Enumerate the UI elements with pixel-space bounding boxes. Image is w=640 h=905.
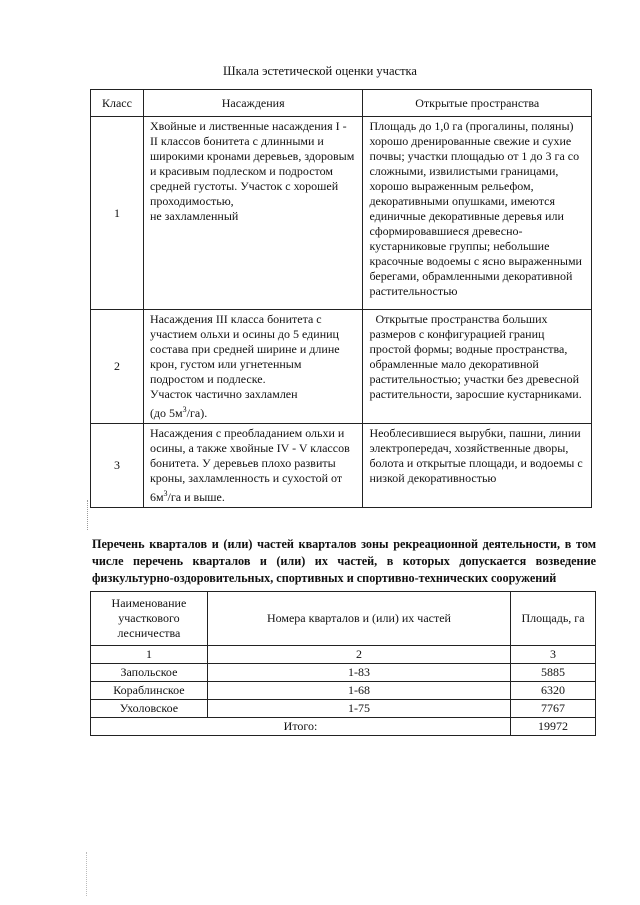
scan-margin-dots [86, 852, 88, 896]
superscript: 3 [182, 405, 187, 414]
scan-margin-dots [87, 500, 89, 530]
forestry-name: Ухоловское [91, 700, 208, 718]
open-spaces-cell: Необлесившиеся вырубки, пашни, линии электропередач, хозяйственные дворы, болота и открытые площади, и водоемы с низкой декоративностью [363, 424, 592, 508]
column-number: 3 [511, 646, 596, 664]
header-plantings: Насаждения [143, 90, 363, 117]
table-row [91, 682, 596, 700]
quarter-numbers: 1-75 [207, 700, 510, 718]
plantings-text: Насаждения III класса бонитета с участием ольхи и осины до 5 единиц состава при средней ширине и длине крон, густом или угнетенным подростом и подлеске. Участок частично захламлен (до 5м [149, 312, 340, 420]
scale-title: Шкала эстетической оценки участка [223, 64, 417, 78]
total-label: Итого: [91, 718, 511, 736]
class-cell: 3 [91, 424, 144, 508]
recreation-quarters-table [90, 591, 596, 736]
forestry-name: Запольское [91, 664, 208, 682]
area-value: 6320 [511, 682, 596, 700]
table-row [91, 664, 596, 682]
open-spaces-cell: Открытые пространства больших размеров с конфигурацией границ простой формы; водные пространства, обрамленные мало декоративной растительностью; участки без древесной растительности, заросшие кустарниками. [363, 310, 592, 424]
class-cell: 2 [91, 310, 144, 424]
numbering-row [91, 646, 596, 664]
column-number: 2 [207, 646, 510, 664]
plantings-text-tail: /га и выше. [167, 490, 225, 504]
plantings-cell: Хвойные и лиственные насаждения I - II классов бонитета с длинными и широкими кронами деревьев, здоровым и красивым подлеском и подростом средней густоты. Участок с хорошей проходимостью, не захламленный [143, 117, 363, 310]
quarter-numbers: 1-83 [207, 664, 510, 682]
header-open-spaces: Открытые пространства [363, 90, 592, 117]
plantings-text: Насаждения с преобладанием ольхи и осины, а также хвойные IV - V классов бонитета. У деревьев плохо развиты кроны, захламленность и сухостой от 6м [149, 426, 350, 504]
table-row [91, 424, 592, 508]
plantings-cell [143, 424, 363, 508]
header-forestry: Наименование участкового лесничества [91, 592, 208, 646]
table-row [91, 117, 592, 310]
total-row [91, 718, 596, 736]
plantings-cell [143, 310, 363, 424]
plantings-text-tail: /га). [186, 406, 208, 420]
table-row [91, 700, 596, 718]
quarter-numbers: 1-68 [207, 682, 510, 700]
forestry-name: Кораблинское [91, 682, 208, 700]
aesthetic-scale-table [90, 89, 592, 508]
header-quarters: Номера кварталов и (или) их частей [207, 592, 510, 646]
table-row [91, 310, 592, 424]
header-area: Площадь, га [511, 592, 596, 646]
table-header-row [91, 90, 592, 117]
class-cell: 1 [91, 117, 144, 310]
area-value: 5885 [511, 664, 596, 682]
header-class: Класс [91, 90, 144, 117]
superscript: 3 [163, 489, 168, 498]
quarters-title: Перечень кварталов и (или) частей кварталов зоны рекреационной деятельности, в том числе перечень кварталов и (или) их частей, в которых допускается возведение физкультурно-оздоровительных, спортивных и спортивно-технических сооружений [92, 537, 596, 585]
total-value: 19972 [511, 718, 596, 736]
column-number: 1 [91, 646, 208, 664]
open-spaces-cell: Площадь до 1,0 га (прогалины, поляны) хорошо дренированные свежие и сухие почвы; участки площадью от 1 до 3 га со сложными, извилистыми границами, хорошо выраженным рельефом, декоративными опушками, имеются единичные декоративные деревья или сформировавшиеся древесно-кустарниковые группы; небольшие красочные водоемы с ясно выраженными берегами, обрамленными декоративной растительностью [363, 117, 592, 310]
area-value: 7767 [511, 700, 596, 718]
table-header-row [91, 592, 596, 646]
